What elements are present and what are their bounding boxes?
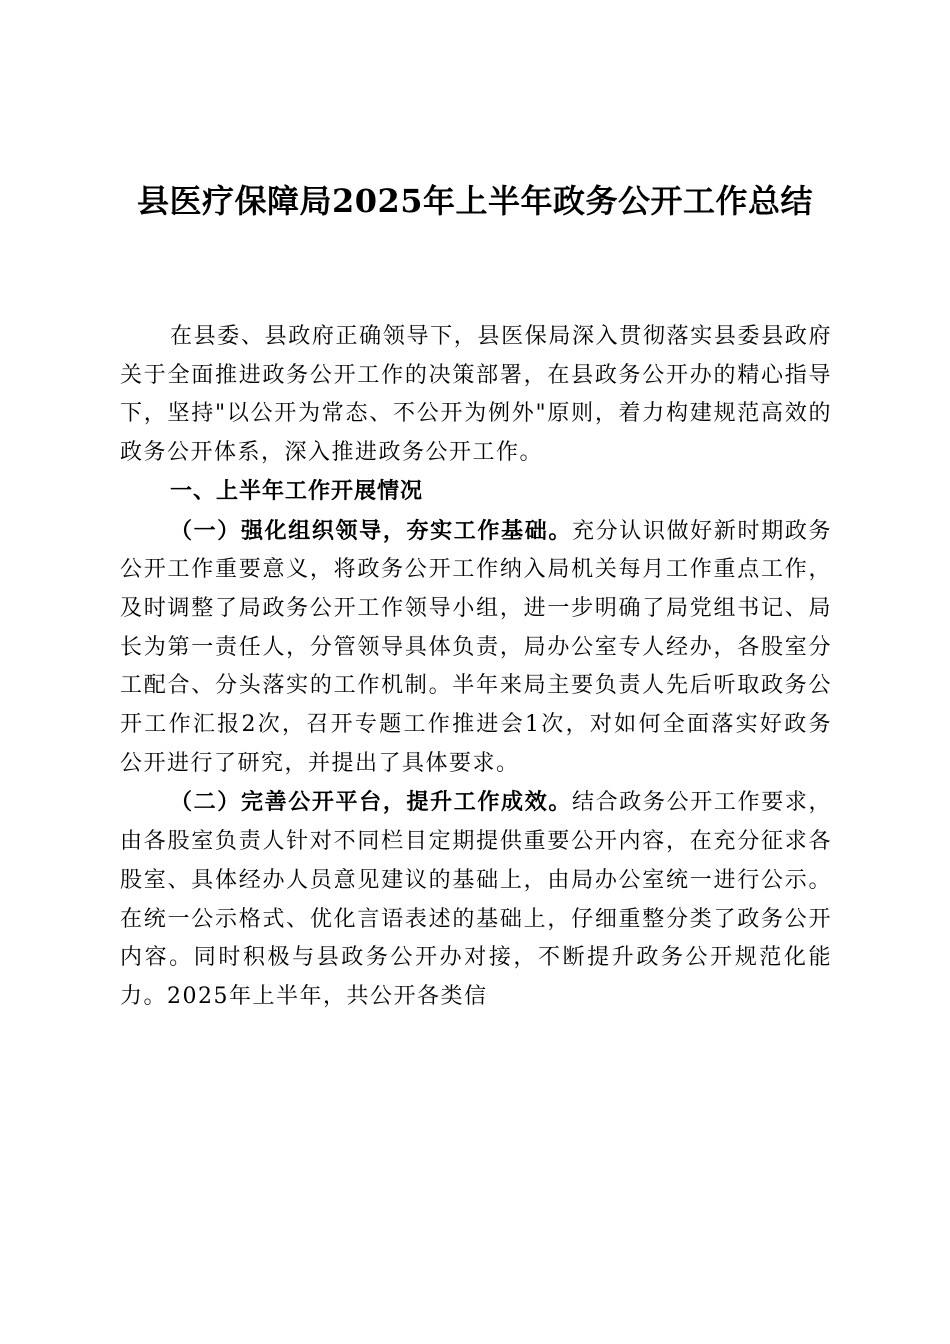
section-heading: 一、上半年工作开展情况 — [170, 478, 424, 504]
item-1-paragraph — [120, 512, 832, 784]
document-body — [120, 318, 832, 1017]
intro-paragraph: 在县委、县政府正确领导下，县医保局深入贯彻落实县委县政府关于全面推进政务公开工作的决策部署，在县政务公开办的精心指导下，坚持"以公开为常态、不公开为例外"原则，着力构建规范高效的政务公开体系，深入推进政务公开工作。 — [120, 324, 832, 466]
document-title: 县医疗保障局2025年上半年政务公开工作总结 — [136, 182, 814, 220]
item-1-lead: （一）强化组织领导，夯实工作基础。 — [170, 517, 573, 544]
item-2-lead: （二）完善公开平台，提升工作成效。 — [170, 789, 573, 816]
item-2-text: 结合政务公开工作要求，由各股室负责人针对不同栏目定期提供重要公开内容，在充分征求各股室、具体经办人员意见建议的基础上，由局办公室统一进行公示。在统一公示格式、优化言语表述的基础上，仔细重整分类了政务公开内容。同时积极与县政务公开办对接，不断提升政务公开规范化能力。2025年上半年，共公开各类信 — [120, 790, 832, 1009]
item-2-paragraph — [120, 783, 832, 1016]
item-1-text: 充分认识做好新时期政务公开工作重要意义，将政务公开工作纳入局机关每月工作重点工作，及时调整了局政务公开工作领导小组，进一步明确了局党组书记、局长为第一责任人，分管领导具体负责，局办公室专人经办，各股室分工配合、分头落实的工作机制。半年来局主要负责人先后听取政务公开工作汇报2次，召开专题工作推进会1次，对如何全面落实好政务公开进行了研究，并提出了具体要求。 — [120, 518, 832, 776]
